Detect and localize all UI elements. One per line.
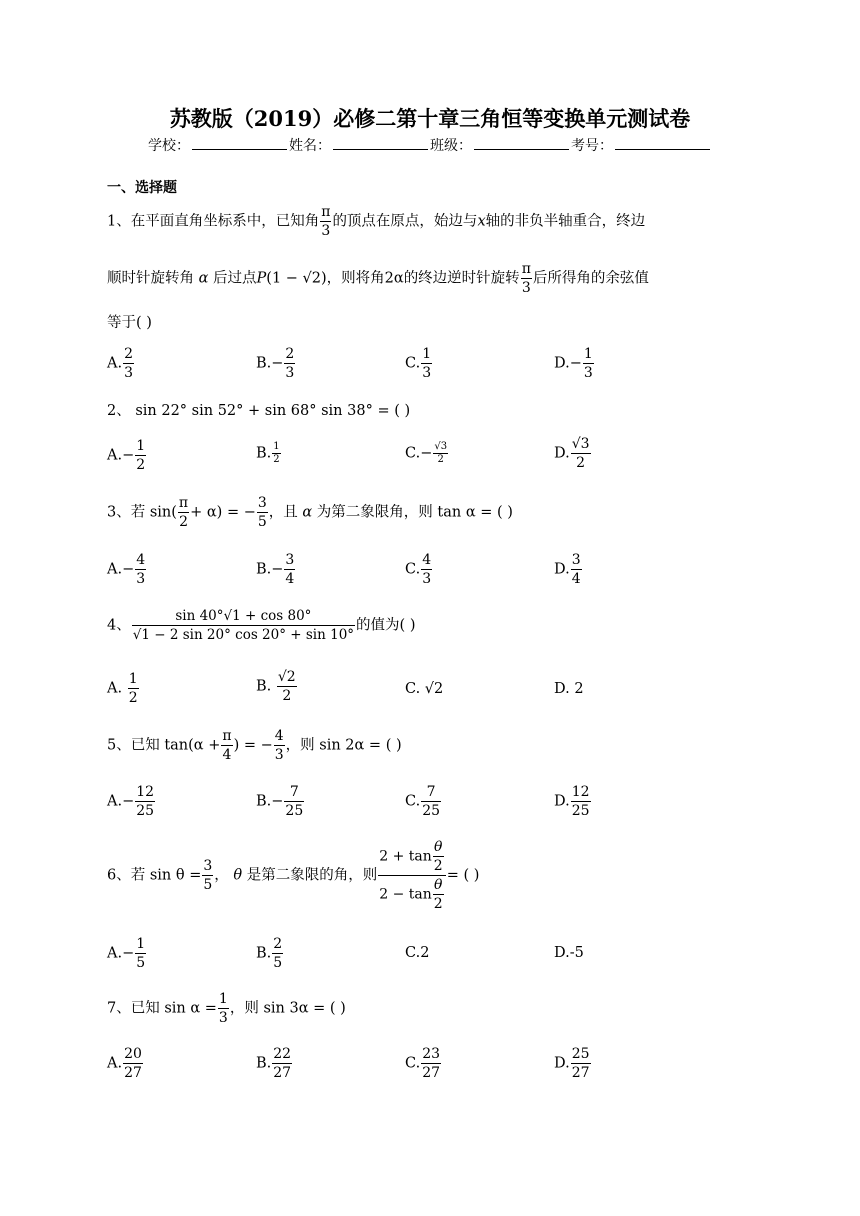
numerator: π bbox=[178, 495, 189, 511]
option-d[interactable] bbox=[554, 551, 583, 588]
q1-text: ，则将角 bbox=[326, 270, 385, 287]
option-label: B. bbox=[256, 678, 276, 695]
denominator: 2 bbox=[437, 454, 444, 465]
denominator: 5 bbox=[203, 877, 213, 893]
option-d[interactable] bbox=[554, 435, 592, 472]
q1-text: 的终边逆时针旋转 bbox=[403, 270, 520, 287]
fraction bbox=[571, 551, 582, 588]
fraction bbox=[284, 783, 304, 820]
option-label: A. bbox=[107, 447, 123, 464]
numerator: 3 bbox=[571, 552, 581, 568]
denominator: 3 bbox=[274, 747, 284, 763]
q6-text: 是第二象限的角，则 bbox=[246, 867, 378, 884]
denominator: 27 bbox=[571, 1065, 590, 1081]
option-d[interactable] bbox=[554, 945, 584, 961]
sign: − bbox=[122, 447, 135, 464]
fraction bbox=[433, 876, 444, 913]
number-label: 考号： bbox=[571, 138, 613, 154]
numerator: 12 bbox=[571, 784, 590, 800]
fraction bbox=[521, 260, 532, 297]
q4-stem bbox=[107, 607, 415, 644]
number-blank[interactable] bbox=[615, 135, 710, 150]
option-label: A. bbox=[107, 561, 123, 578]
denominator: 3 bbox=[583, 365, 593, 381]
fraction bbox=[571, 435, 591, 472]
denominator: 5 bbox=[273, 955, 283, 971]
q6-text: ， bbox=[214, 867, 229, 884]
option-c[interactable] bbox=[405, 551, 433, 588]
fraction bbox=[221, 727, 232, 764]
student-info bbox=[0, 135, 860, 155]
fraction bbox=[178, 494, 189, 531]
numerator: √2 bbox=[277, 669, 296, 685]
fraction bbox=[135, 783, 155, 820]
q1-line2 bbox=[107, 260, 649, 297]
fraction bbox=[571, 1045, 591, 1082]
option-a[interactable] bbox=[107, 437, 147, 474]
denominator: 3 bbox=[422, 571, 432, 587]
denominator: 3 bbox=[136, 571, 146, 587]
option-value: √2 bbox=[424, 681, 444, 697]
option-label: B. bbox=[256, 1055, 272, 1072]
option-c[interactable] bbox=[405, 345, 433, 382]
option-a[interactable] bbox=[107, 1045, 144, 1082]
numerator: π bbox=[321, 204, 331, 220]
option-b[interactable] bbox=[256, 1045, 293, 1082]
numerator: 1 bbox=[136, 936, 146, 952]
q1-text: 后过点 bbox=[213, 270, 257, 287]
option-label: A. bbox=[107, 680, 127, 697]
option-label: C. bbox=[405, 445, 421, 462]
denominator: 3 bbox=[521, 280, 531, 296]
sign: − bbox=[122, 793, 135, 810]
point-coord: (1 − √2) bbox=[266, 270, 327, 287]
option-label: D. bbox=[554, 355, 570, 372]
option-b[interactable] bbox=[256, 668, 298, 705]
variable-theta: θ bbox=[233, 867, 243, 884]
numerator: 1 bbox=[273, 441, 280, 452]
denominator: 27 bbox=[422, 1065, 441, 1081]
compound-fraction bbox=[378, 838, 445, 913]
denominator: 3 bbox=[285, 365, 295, 381]
fraction bbox=[421, 783, 441, 820]
numerator: 4 bbox=[422, 552, 432, 568]
option-b[interactable] bbox=[256, 345, 296, 382]
page-title: 苏教版（2019）必修二第十章三角恒等变换单元测试卷 bbox=[169, 106, 691, 131]
sign: − bbox=[420, 445, 433, 462]
option-c[interactable] bbox=[405, 1045, 442, 1082]
sign: − bbox=[271, 561, 284, 578]
option-c[interactable] bbox=[405, 681, 443, 697]
fraction bbox=[421, 345, 432, 382]
denominator: 3 bbox=[321, 223, 331, 239]
denominator: √1 − 2 sin 20° cos 20° + sin 10° bbox=[132, 627, 355, 643]
q7-stem bbox=[107, 990, 346, 1027]
q1-text: 1、在平面直角坐标系中，已知角 bbox=[107, 213, 320, 230]
denominator: 2 bbox=[433, 896, 443, 912]
numerator: 25 bbox=[571, 1046, 590, 1062]
name-label: 姓名： bbox=[289, 138, 331, 154]
option-label: D. bbox=[554, 445, 570, 462]
numerator-text: 2 + tan bbox=[379, 848, 432, 865]
option-label: B. bbox=[256, 793, 272, 810]
option-label: D. bbox=[554, 793, 570, 810]
option-c[interactable] bbox=[405, 945, 429, 961]
fraction bbox=[583, 345, 594, 382]
denominator: 2 bbox=[128, 690, 138, 706]
denominator: 5 bbox=[257, 514, 267, 530]
numerator: θ bbox=[434, 839, 443, 855]
q1-text: 后所得角的余弦值 bbox=[532, 270, 649, 287]
numerator: π bbox=[521, 261, 531, 277]
denominator: 25 bbox=[136, 803, 155, 819]
fraction bbox=[123, 1045, 143, 1082]
class-label: 班级： bbox=[430, 138, 472, 154]
fraction bbox=[135, 551, 146, 588]
denominator: 2 bbox=[273, 454, 280, 465]
denominator: 4 bbox=[285, 571, 295, 587]
option-label: C. bbox=[405, 561, 421, 578]
fraction bbox=[284, 345, 295, 382]
fraction bbox=[284, 551, 295, 588]
fraction bbox=[571, 783, 591, 820]
q5-stem bbox=[107, 727, 402, 764]
option-d[interactable] bbox=[554, 1045, 592, 1082]
numerator: √3 bbox=[434, 441, 448, 452]
option-label: C. bbox=[405, 355, 421, 372]
option-a[interactable] bbox=[107, 783, 156, 820]
sign: − bbox=[271, 793, 284, 810]
denominator: 3 bbox=[422, 365, 432, 381]
variable-x: x bbox=[477, 213, 486, 230]
numerator: 2 bbox=[124, 346, 134, 362]
fraction bbox=[421, 1045, 441, 1082]
q7-text: ，则 sin 3α = ( ) bbox=[229, 1000, 346, 1017]
numerator: 1 bbox=[218, 991, 228, 1007]
fraction bbox=[433, 838, 444, 875]
option-d[interactable] bbox=[554, 681, 584, 697]
school-blank[interactable] bbox=[192, 135, 287, 150]
fraction bbox=[135, 935, 146, 972]
fraction bbox=[421, 551, 432, 588]
numerator: 1 bbox=[136, 438, 146, 454]
q1-line3: 等于( ) bbox=[107, 315, 152, 331]
option-a[interactable] bbox=[107, 935, 147, 972]
numerator: 3 bbox=[257, 495, 267, 511]
option-value: -5 bbox=[569, 945, 584, 961]
two-alpha: 2α bbox=[384, 270, 404, 287]
option-label: B. bbox=[256, 445, 272, 462]
denominator: 4 bbox=[571, 571, 581, 587]
option-c[interactable] bbox=[405, 783, 442, 820]
sign: − bbox=[569, 355, 582, 372]
variable-alpha: α bbox=[302, 504, 313, 521]
option-label: A. bbox=[107, 793, 123, 810]
numerator: 22 bbox=[273, 1046, 292, 1062]
q5-text: ) = − bbox=[233, 737, 273, 754]
q6-text: = ( ) bbox=[446, 867, 480, 884]
numerator: 2 bbox=[273, 936, 283, 952]
denominator: 2 bbox=[433, 858, 443, 874]
q3-text: ，且 bbox=[268, 504, 298, 521]
option-c[interactable] bbox=[405, 441, 449, 466]
class-blank[interactable] bbox=[474, 135, 569, 150]
option-b[interactable] bbox=[256, 783, 305, 820]
q1-text: 轴的非负半轴重合，终边 bbox=[485, 213, 646, 230]
denominator: 2 bbox=[179, 514, 188, 530]
point-p: P bbox=[256, 270, 267, 287]
option-b[interactable] bbox=[256, 935, 284, 972]
denominator: 5 bbox=[136, 955, 146, 971]
denominator: 25 bbox=[571, 803, 590, 819]
q1-text: 的顶点在原点，始边与 bbox=[332, 213, 478, 230]
fraction bbox=[132, 607, 355, 644]
option-label: A. bbox=[107, 355, 123, 372]
numerator: 7 bbox=[421, 783, 441, 802]
fraction bbox=[433, 441, 448, 466]
option-a[interactable] bbox=[107, 345, 135, 382]
fraction bbox=[320, 203, 331, 240]
fraction bbox=[202, 857, 213, 894]
denominator: 2 bbox=[576, 455, 586, 471]
option-label: D. bbox=[554, 945, 570, 961]
fraction bbox=[274, 727, 285, 764]
denominator: 27 bbox=[273, 1065, 292, 1081]
denominator: 2 bbox=[282, 688, 292, 704]
q3-text: 3、若 sin( bbox=[107, 504, 177, 521]
q3-text: 为第二象限角，则 tan α = ( ) bbox=[316, 504, 513, 521]
option-value: 2 bbox=[420, 945, 430, 961]
sign: − bbox=[271, 355, 284, 372]
q1-text: 顺时针旋转角 bbox=[107, 270, 194, 287]
numerator: sin 40°√1 + cos 80° bbox=[132, 607, 355, 626]
denominator: 27 bbox=[124, 1065, 142, 1081]
denominator-text: 2 − tan bbox=[379, 886, 432, 903]
fraction bbox=[272, 441, 280, 466]
option-a[interactable] bbox=[107, 551, 147, 588]
numerator bbox=[378, 838, 445, 876]
numerator: √3 bbox=[571, 436, 590, 452]
numerator: θ bbox=[434, 877, 443, 893]
fraction bbox=[272, 1045, 292, 1082]
option-label: D. bbox=[554, 1055, 570, 1072]
option-label: B. bbox=[256, 945, 272, 962]
denominator: 3 bbox=[124, 365, 134, 381]
option-label: D. bbox=[554, 681, 575, 697]
denominator: 25 bbox=[422, 803, 441, 819]
denominator: 3 bbox=[218, 1010, 228, 1026]
sign: − bbox=[122, 561, 135, 578]
q5-text: ，则 sin 2α = ( ) bbox=[285, 737, 402, 754]
option-label: A. bbox=[107, 945, 123, 962]
option-b[interactable] bbox=[256, 441, 282, 466]
q3-text: + α) = − bbox=[190, 504, 256, 521]
option-a[interactable] bbox=[107, 670, 140, 707]
fraction bbox=[272, 935, 283, 972]
option-label: B. bbox=[256, 355, 272, 372]
option-d[interactable] bbox=[554, 345, 595, 382]
numerator: 1 bbox=[422, 346, 432, 362]
numerator: 1 bbox=[128, 671, 138, 687]
fraction bbox=[128, 670, 139, 707]
denominator: 25 bbox=[285, 803, 304, 819]
q6-stem bbox=[107, 838, 479, 913]
sign: − bbox=[122, 945, 135, 962]
numerator: 12 bbox=[136, 784, 155, 800]
option-d[interactable] bbox=[554, 783, 592, 820]
school-label: 学校： bbox=[148, 138, 190, 154]
q7-text: 7、已知 sin α = bbox=[107, 1000, 217, 1017]
q5-text: 5、已知 tan(α + bbox=[107, 737, 221, 754]
option-label: C. bbox=[405, 1055, 421, 1072]
option-label: B. bbox=[256, 561, 272, 578]
fraction bbox=[123, 345, 134, 382]
numerator: 7 bbox=[284, 783, 304, 802]
denominator bbox=[378, 876, 445, 913]
denominator: 4 bbox=[222, 747, 232, 763]
numerator: 3 bbox=[203, 858, 213, 874]
numerator: 4 bbox=[136, 552, 146, 568]
q4-text: 的值为( ) bbox=[356, 617, 416, 634]
q6-text: 6、若 sin θ = bbox=[107, 867, 202, 884]
variable-alpha: α bbox=[198, 270, 209, 287]
numerator: 4 bbox=[274, 728, 284, 744]
option-label: D. bbox=[554, 561, 570, 578]
numerator: 1 bbox=[583, 346, 593, 362]
numerator: π bbox=[222, 728, 232, 744]
section-heading: 一、选择题 bbox=[107, 180, 177, 196]
fraction bbox=[218, 990, 229, 1027]
fraction bbox=[135, 437, 146, 474]
q4-text: 4、 bbox=[107, 617, 131, 634]
option-value: 2 bbox=[574, 681, 584, 697]
name-blank[interactable] bbox=[333, 135, 428, 150]
option-label: C. bbox=[405, 681, 425, 697]
option-label: C. bbox=[405, 945, 421, 961]
fraction bbox=[277, 668, 297, 705]
option-b[interactable] bbox=[256, 551, 296, 588]
q3-stem bbox=[107, 494, 513, 531]
option-label: A. bbox=[107, 1055, 123, 1072]
numerator: 23 bbox=[422, 1046, 441, 1062]
q2-stem: 2、 sin 22° sin 52° + sin 68° sin 38° = ( ) bbox=[107, 403, 411, 419]
q1-line1 bbox=[107, 203, 645, 240]
fraction bbox=[257, 494, 268, 531]
numerator: 2 bbox=[285, 346, 295, 362]
numerator: 3 bbox=[285, 552, 295, 568]
option-label: C. bbox=[405, 793, 421, 810]
numerator: 20 bbox=[124, 1046, 142, 1062]
denominator: 2 bbox=[136, 457, 146, 473]
